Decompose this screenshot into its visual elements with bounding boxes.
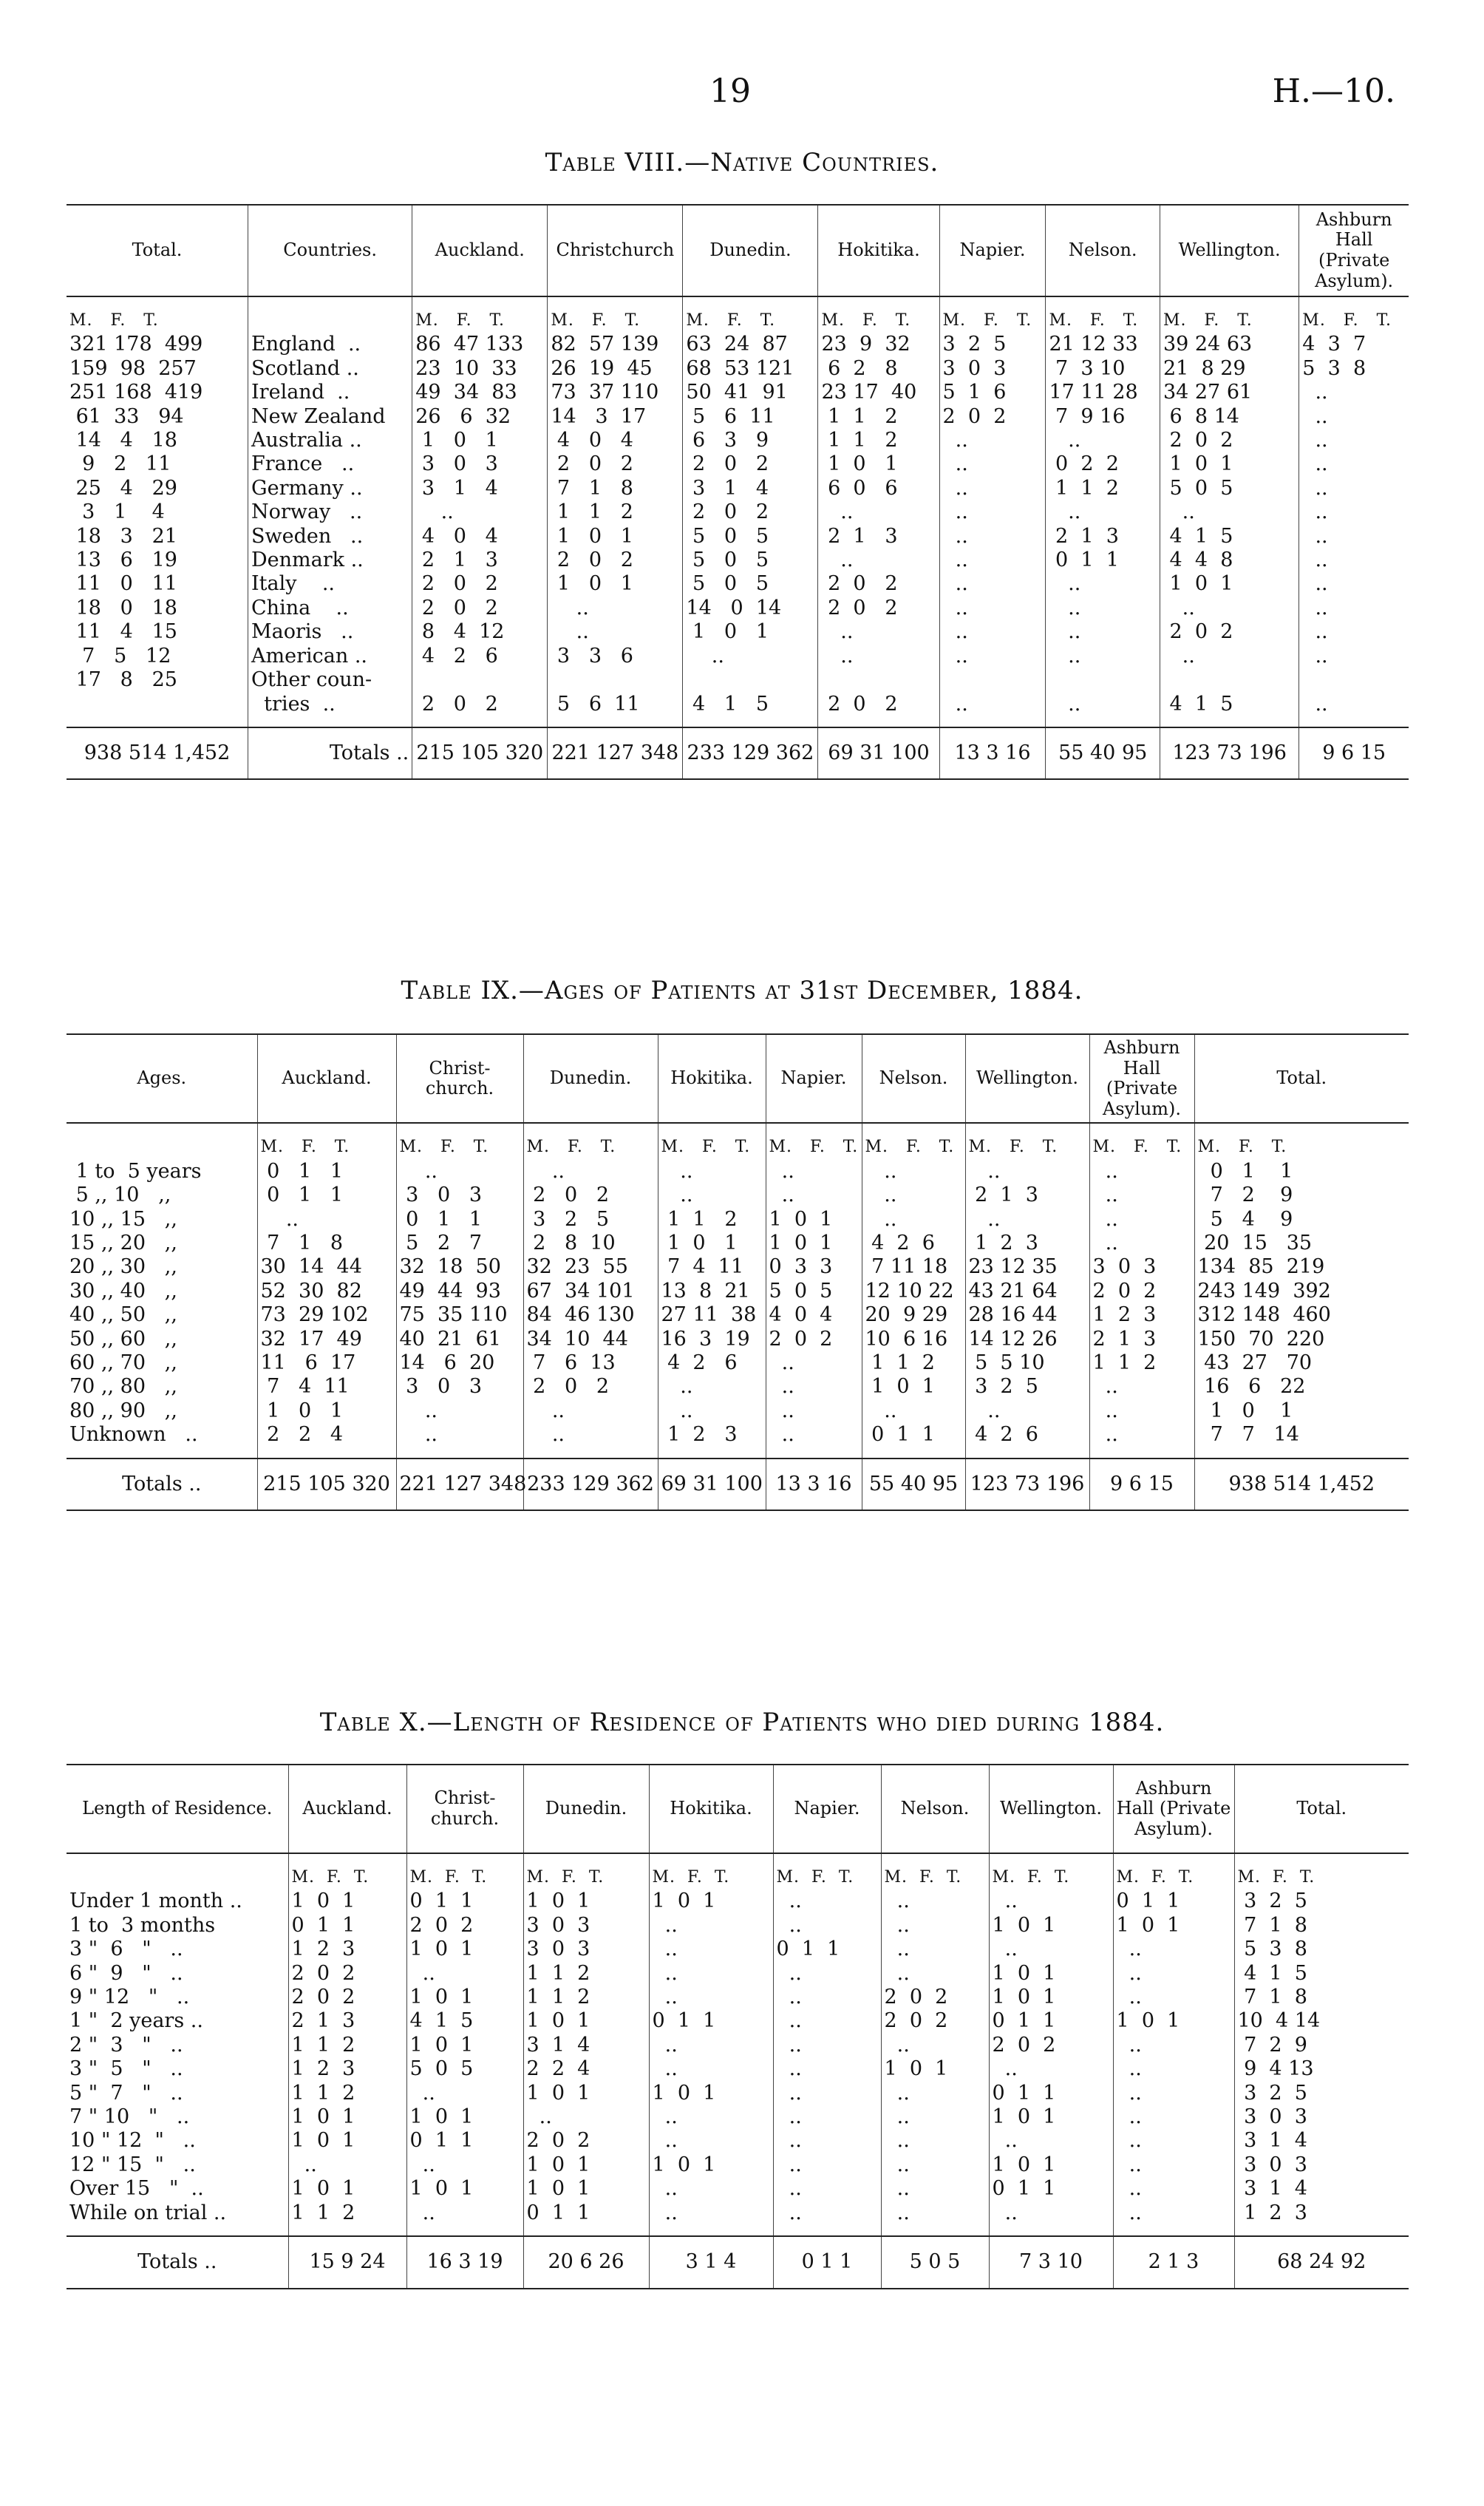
total-cell: 55 40 95 xyxy=(1046,727,1160,779)
column-values: 0 1 1 0 1 1 .. 7 1 8 30 14 44 52 30 82 73 29 102 32 17 49 11 6 17 7 4 11 1 0 1 2 2 4 xyxy=(260,1159,369,1447)
mft-label: M. F. T. xyxy=(551,311,641,330)
column-values: 82 57 139 26 19 45 73 37 110 14 3 17 4 0 4 2 0 2 7 1 8 1 1 2 1 0 1 2 0 2 1 0 1 .. .. 3 3 6 5 6 11 xyxy=(551,333,659,716)
mft-label: M. F. T. xyxy=(1116,1868,1194,1887)
data-column xyxy=(818,296,939,727)
mft-label: M. F. T. xyxy=(1049,311,1139,330)
mft-label: M. F. T. xyxy=(409,1868,488,1887)
table-8-totals-row xyxy=(67,727,1409,779)
data-column xyxy=(1046,296,1160,727)
total-cell: 9 6 15 xyxy=(1089,1459,1194,1510)
mft-label: M. F. T. xyxy=(1302,311,1392,330)
mft-label: M. F. T. xyxy=(884,1868,962,1887)
total-cell: 233 129 362 xyxy=(523,1459,658,1510)
mft-label: M. F. T. xyxy=(291,1868,370,1887)
col-header: Napier. xyxy=(766,1034,862,1123)
data-column xyxy=(965,1123,1089,1458)
table-10-totals-row xyxy=(67,2236,1409,2288)
column-values: 21 12 33 7 3 10 17 11 28 7 9 16 .. 0 2 2 1 1 2 .. 2 1 3 0 1 1 .. .. .. .. .. xyxy=(1049,333,1138,716)
total-cell: 16 3 19 xyxy=(406,2236,523,2288)
data-column xyxy=(939,296,1046,727)
col-header: Hokitika. xyxy=(658,1034,766,1123)
total-cell: 0 1 1 xyxy=(773,2236,881,2288)
col-header: Nelson. xyxy=(862,1034,965,1123)
mft-label: M. F. T. xyxy=(686,311,776,330)
data-column xyxy=(1299,296,1409,727)
total-cell: 9 6 15 xyxy=(1299,727,1409,779)
column-values: 86 47 133 23 10 33 49 34 83 26 6 32 1 0 1 3 0 3 3 1 4 .. 4 0 4 2 1 3 2 0 2 2 0 2 8 4 12 4 2 6 2 0 2 xyxy=(415,333,524,716)
column-values: 0 1 1 2 0 2 1 0 1 .. 1 0 1 4 1 5 1 0 1 5 0 5 .. 1 0 1 0 1 1 .. 1 0 1 .. xyxy=(409,1889,474,2224)
col-header: Ages. xyxy=(67,1034,257,1123)
data-column xyxy=(881,1853,989,2236)
mft-label: M. F. T. xyxy=(1163,311,1253,330)
col-header: Nelson. xyxy=(881,1765,989,1853)
column-values: 0 1 1 7 2 9 5 4 9 20 15 35 134 85 219 243 149 392 312 148 460 150 70 220 43 27 70 16 6 22 1 0 1 7 7 14 xyxy=(1197,1159,1331,1447)
data-column xyxy=(1089,1123,1194,1458)
col-header: Napier. xyxy=(939,205,1046,296)
data-column xyxy=(989,1853,1113,2236)
column-values: .. .. 1 1 2 1 0 1 7 4 11 13 8 21 27 11 38 16 3 19 4 2 6 .. .. 1 2 3 xyxy=(661,1159,757,1447)
total-cell: 5 0 5 xyxy=(881,2236,989,2288)
column-values: 1 0 1 3 0 3 3 0 3 1 1 2 1 1 2 1 0 1 3 1 4 2 2 4 1 0 1 .. 2 0 2 1 0 1 1 0 1 0 1 1 xyxy=(526,1889,590,2224)
total-cell: 221 127 348 xyxy=(548,727,683,779)
col-header: Napier. xyxy=(773,1765,881,1853)
total-cell: 68 24 92 xyxy=(1234,2236,1409,2288)
total-cell: 69 31 100 xyxy=(658,1459,766,1510)
data-column xyxy=(406,1853,523,2236)
data-column xyxy=(1194,1123,1409,1458)
table-8 xyxy=(67,204,1409,780)
column-values: .. .. .. .. 3 0 3 2 0 2 1 2 3 2 1 3 1 1 2 .. .. .. xyxy=(1092,1159,1157,1447)
column-values: Under 1 month .. 1 to 3 months 3 " 6 " .. 6 " 9 " .. 9 " 12 " .. 1 " 2 years .. 2 " 3 " .. 3 " 5 " .. 5 " 7 " .. 7 " 10 " .. 10 " 12 " .. 12 " 15 " .. Over 15 " .. While on trial .. xyxy=(69,1889,242,2224)
document-reference: H.—10. xyxy=(1272,72,1395,110)
table-10-title: Table X.—Length of Residence of Patients who died during 1884. xyxy=(319,1708,1165,1737)
total-cell: 20 6 26 xyxy=(523,2236,649,2288)
col-header: Dunedin. xyxy=(523,1765,649,1853)
data-column xyxy=(649,1853,773,2236)
mft-label: M. F. T. xyxy=(526,1868,605,1887)
col-header: Length of Residence. xyxy=(67,1765,288,1853)
column-values: 3 2 5 7 1 8 5 3 8 4 1 5 7 1 8 10 4 14 7 2 9 9 4 13 3 2 5 3 0 3 3 1 4 3 0 3 3 1 4 1 2 3 xyxy=(1237,1889,1321,2224)
mft-label: M. F. T. xyxy=(865,1138,955,1157)
table-9-totals-row xyxy=(67,1459,1409,1510)
data-column xyxy=(862,1123,965,1458)
total-cell: 938 514 1,452 xyxy=(1194,1459,1409,1510)
table-8-title: Table VIII.—Native Countries. xyxy=(545,148,939,177)
column-values: 1 to 5 years 5 ,, 10 ,, 10 ,, 15 ,, 15 ,, 20 ,, 20 ,, 30 ,, 30 ,, 40 ,, 40 ,, 50 ,, 50 ,, 60 ,, 60 ,, 70 ,, 70 ,, 80 ,, 80 ,, 90 ,, Unknown .. xyxy=(69,1159,202,1447)
data-column xyxy=(658,1123,766,1458)
table-9 xyxy=(67,1033,1409,1511)
col-header: Christchurch xyxy=(548,205,683,296)
column-values: .. .. .. .. 2 0 2 2 0 2 .. 1 0 1 .. .. .. .. .. .. xyxy=(884,1889,948,2224)
total-cell: Totals .. xyxy=(67,2236,288,2288)
col-header: Total. xyxy=(1234,1765,1409,1853)
col-header: Ashburn Hall (Private Asylum). xyxy=(1089,1034,1194,1123)
column-values: 4 3 7 5 3 8 .. .. .. .. .. .. .. .. .. .. .. .. .. xyxy=(1302,333,1366,716)
col-header: Countries. xyxy=(248,205,412,296)
col-header: Auckland. xyxy=(412,205,548,296)
col-header: Auckland. xyxy=(257,1034,396,1123)
total-cell: 13 3 16 xyxy=(939,727,1046,779)
mft-label: M. F. T. xyxy=(260,1138,350,1157)
total-cell: 123 73 196 xyxy=(965,1459,1089,1510)
table-9-title: Table IX.—Ages of Patients at 31st December, 1884. xyxy=(401,976,1083,1005)
column-values: .. 2 1 3 .. 1 2 3 23 12 35 43 21 64 28 16 44 14 12 26 5 5 10 3 2 5 .. 4 2 6 xyxy=(968,1159,1058,1447)
mft-label: M. F. T. xyxy=(968,1138,1058,1157)
table-10-body xyxy=(67,1853,1409,2236)
mft-label: M. F. T. xyxy=(661,1138,751,1157)
col-header: Wellington. xyxy=(965,1034,1089,1123)
total-cell: 221 127 348 xyxy=(396,1459,523,1510)
data-column xyxy=(288,1853,406,2236)
column-values: 1 0 1 .. .. .. .. 0 1 1 .. .. 1 0 1 .. .. 1 0 1 .. .. xyxy=(652,1889,716,2224)
mft-label: M. F. T. xyxy=(769,1138,859,1157)
col-header: Total. xyxy=(67,205,248,296)
mft-label: M. F. T. xyxy=(652,1868,730,1887)
total-cell: 123 73 196 xyxy=(1160,727,1298,779)
total-cell: Totals .. xyxy=(248,727,412,779)
mft-label: M. F. T. xyxy=(526,1138,616,1157)
table-10 xyxy=(67,1764,1409,2289)
total-cell: Totals .. xyxy=(67,1459,257,1510)
data-column xyxy=(1234,1853,1409,2236)
total-cell: 215 105 320 xyxy=(412,727,548,779)
column-values: .. .. 0 1 1 .. .. .. .. .. .. .. .. .. .. .. xyxy=(776,1889,840,2224)
total-cell: 7 3 10 xyxy=(989,2236,1113,2288)
column-values: .. .. 1 0 1 1 0 1 0 3 3 5 0 5 4 0 4 2 0 2 .. .. .. .. xyxy=(769,1159,833,1447)
column-values: .. 3 0 3 0 1 1 5 2 7 32 18 50 49 44 93 75 35 110 40 21 61 14 6 20 3 0 3 .. .. xyxy=(399,1159,508,1447)
data-column xyxy=(523,1853,649,2236)
col-header: Wellington. xyxy=(989,1765,1113,1853)
col-header: Ashburn Hall (Private Asylum). xyxy=(1299,205,1409,296)
mft-label: M. F. T. xyxy=(1197,1138,1287,1157)
data-column xyxy=(1113,1853,1234,2236)
column-values: 0 1 1 1 0 1 .. .. .. 1 0 1 .. .. .. .. .. .. .. .. xyxy=(1116,1889,1180,2224)
mft-label: M. F. T. xyxy=(942,311,1032,330)
col-header: Dunedin. xyxy=(523,1034,658,1123)
total-cell: 215 105 320 xyxy=(257,1459,396,1510)
mft-label: M. F. T. xyxy=(992,1868,1070,1887)
column-values: .. 1 0 1 .. 1 0 1 1 0 1 0 1 1 2 0 2 .. 0 1 1 1 0 1 .. 1 0 1 0 1 1 .. xyxy=(992,1889,1056,2224)
data-column xyxy=(67,1123,257,1458)
col-header: Nelson. xyxy=(1046,205,1160,296)
column-values: 3 2 5 3 0 3 5 1 6 2 0 2 .. .. .. .. .. .. .. .. .. .. .. xyxy=(942,333,1007,716)
mft-label: M. F. T. xyxy=(415,311,505,330)
data-column xyxy=(396,1123,523,1458)
data-column xyxy=(67,296,248,727)
data-column xyxy=(766,1123,862,1458)
mft-label: M. F. T. xyxy=(69,311,159,330)
column-values: 63 24 87 68 53 121 50 41 91 5 6 11 6 3 9 2 0 2 3 1 4 2 0 2 5 0 5 5 0 5 5 0 5 14 0 14 1 0 1 .. 4 1 5 xyxy=(686,333,794,716)
column-values: 1 0 1 0 1 1 1 2 3 2 0 2 2 0 2 2 1 3 1 1 2 1 2 3 1 1 2 1 0 1 1 0 1 .. 1 0 1 1 1 2 xyxy=(291,1889,355,2224)
column-values: .. 2 0 2 3 2 5 2 8 10 32 23 55 67 34 101 84 46 130 34 10 44 7 6 13 2 0 2 .. .. xyxy=(526,1159,635,1447)
total-cell: 938 514 1,452 xyxy=(67,727,248,779)
data-column xyxy=(248,296,412,727)
data-column xyxy=(683,296,818,727)
col-header: Hokitika. xyxy=(818,205,939,296)
column-values: .. .. .. 4 2 6 7 11 18 12 10 22 20 9 29 10 6 16 1 1 2 1 0 1 .. 0 1 1 xyxy=(865,1159,954,1447)
total-cell: 15 9 24 xyxy=(288,2236,406,2288)
page-number: 19 xyxy=(709,72,751,110)
data-column xyxy=(548,296,683,727)
mft-label: M. F. T. xyxy=(821,311,911,330)
page-header xyxy=(0,72,1484,117)
column-values: 23 9 32 6 2 8 23 17 40 1 1 2 1 1 2 1 0 1 6 0 6 .. 2 1 3 .. 2 0 2 2 0 2 .. .. 2 0 2 xyxy=(821,333,917,716)
column-values: England .. Scotland .. Ireland .. New Zealand Australia .. France .. Germany .. Norway .. Sweden .. Denmark .. Italy .. China .. Maoris .. American .. Other coun- tries .. xyxy=(251,333,386,716)
col-header: Auckland. xyxy=(288,1765,406,1853)
col-header: Christ-church. xyxy=(396,1034,523,1123)
data-column xyxy=(412,296,548,727)
table-9-body xyxy=(67,1123,1409,1458)
col-header: Ashburn Hall (Private Asylum). xyxy=(1113,1765,1234,1853)
mft-label: M. F. T. xyxy=(1092,1138,1182,1157)
column-values: 321 178 499 159 98 257 251 168 419 61 33 94 14 4 18 9 2 11 25 4 29 3 1 4 18 3 21 13 6 19 11 0 11 18 0 18 11 4 15 7 5 12 17 8 25 xyxy=(69,333,203,692)
data-column xyxy=(523,1123,658,1458)
data-column xyxy=(773,1853,881,2236)
col-header: Total. xyxy=(1194,1034,1409,1123)
col-header: Christ-church. xyxy=(406,1765,523,1853)
data-column xyxy=(1160,296,1298,727)
mft-label: M. F. T. xyxy=(776,1868,854,1887)
total-cell: 13 3 16 xyxy=(766,1459,862,1510)
mft-label: M. F. T. xyxy=(1237,1868,1315,1887)
table-8-body xyxy=(67,296,1409,727)
col-header: Dunedin. xyxy=(683,205,818,296)
col-header: Hokitika. xyxy=(649,1765,773,1853)
mft-label: M. F. T. xyxy=(399,1138,489,1157)
table-9-header-row xyxy=(67,1034,1409,1123)
total-cell: 55 40 95 xyxy=(862,1459,965,1510)
total-cell: 69 31 100 xyxy=(818,727,939,779)
total-cell: 3 1 4 xyxy=(649,2236,773,2288)
data-column xyxy=(67,1853,288,2236)
data-column xyxy=(257,1123,396,1458)
table-10-header-row xyxy=(67,1765,1409,1853)
total-cell: 233 129 362 xyxy=(683,727,818,779)
col-header: Wellington. xyxy=(1160,205,1298,296)
table-8-header-row xyxy=(67,205,1409,296)
column-values: 39 24 63 21 8 29 34 27 61 6 8 14 2 0 2 1 0 1 5 0 5 .. 4 1 5 4 4 8 1 0 1 .. 2 0 2 .. 4 1 5 xyxy=(1163,333,1253,716)
total-cell: 2 1 3 xyxy=(1113,2236,1234,2288)
